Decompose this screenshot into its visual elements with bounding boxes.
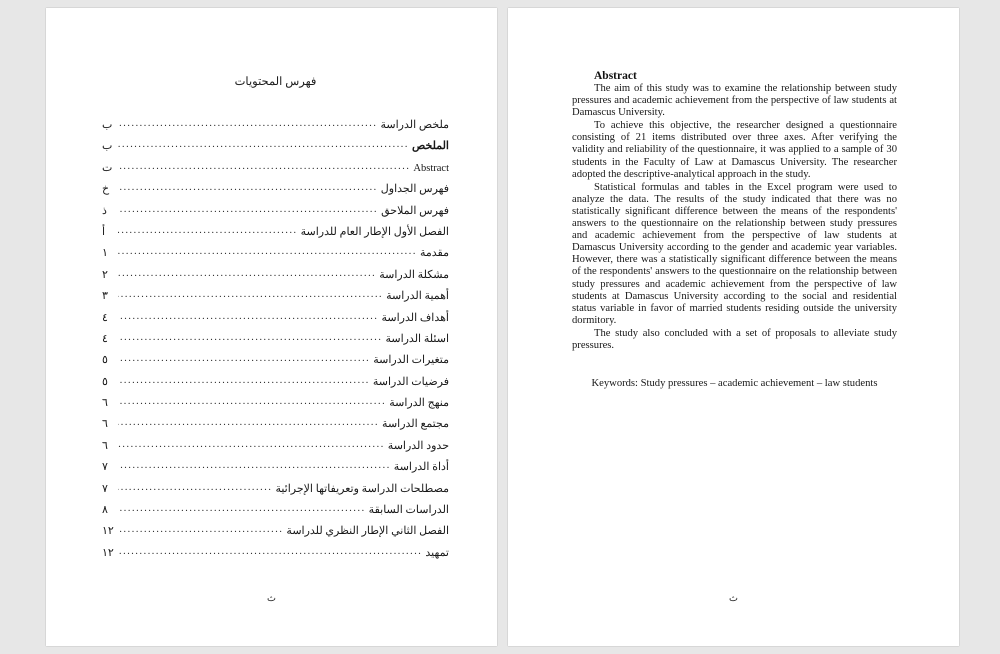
toc-entry[interactable] xyxy=(102,546,449,567)
toc-entry[interactable] xyxy=(102,524,449,545)
toc-entry-page-number: ٧ xyxy=(102,461,108,474)
abstract-keywords: Keywords: Study pressures – academic achievement – law students xyxy=(591,378,878,390)
toc-leader-dots xyxy=(118,353,370,364)
abstract-paragraph: The study also concluded with a set of proposals to alleviate study pressures. xyxy=(572,327,897,351)
abstract-paragraph: Statistical formulas and tables in the Excel program were used to analyze the data. The results of the study indicated that there was no statistically significant difference between the means of the respondents' answers to the questionnaire on the relationship between study pressures and academic achievement from the perspective of law students at Damascus University according to the gender and academic year variables. However, there was a statistically significant difference between the means of the respondents' answers to the questionnaire on the relationship between study pressures and academic achievement from the perspective of law students at Damascus University according to the social and residential status variable in favor of married students residing outside the university dormitory. xyxy=(572,181,897,326)
toc-entry-label: مقدمة xyxy=(419,247,449,260)
toc-leader-dots xyxy=(118,439,385,450)
toc-entry-label: أهمية الدراسة xyxy=(386,290,449,303)
toc-entry-page-number: ب xyxy=(102,119,113,131)
toc-entry-label: مصطلحات الدراسة وتعريفاتها الإجرائية xyxy=(275,482,449,495)
toc-container xyxy=(102,8,449,567)
abstract-paragraph: The aim of this study was to examine the relationship between study pressures and academic achievement from the perspective of law students at Damascus University. xyxy=(572,83,897,119)
toc-entry-label: الدراسات السابقة xyxy=(368,504,449,517)
toc-leader-dots xyxy=(118,118,377,129)
toc-entry-page-number: أ xyxy=(102,225,106,238)
abstract-paragraph: To achieve this objective, the researcher designed a questionnaire consisting of 21 items distributed over three axes. After verifying the validity and reliability of the questionnaire, it was applied to a sample of 30 students in the Faculty of Law at Damascus University. The researcher adopted the descriptive-analytical approach in the study. xyxy=(572,120,897,180)
toc-entry-page-number: ت xyxy=(102,161,113,174)
toc-leader-dots xyxy=(118,225,298,236)
toc-entry[interactable] xyxy=(102,332,449,353)
toc-entry[interactable] xyxy=(102,246,449,267)
toc-entry[interactable] xyxy=(102,439,449,460)
toc-entry-label: فهرس الجداول xyxy=(380,183,449,196)
toc-entry-label: متغيرات الدراسة xyxy=(373,354,449,367)
toc-entry-label: الملخص xyxy=(412,140,449,153)
toc-entry-page-number: ٦ xyxy=(102,418,108,431)
toc-leader-dots xyxy=(118,482,272,493)
toc-entry-label: فرضيات الدراسة xyxy=(372,375,449,388)
toc-leader-dots xyxy=(118,182,378,193)
toc-entry[interactable] xyxy=(102,225,449,246)
toc-leader-dots xyxy=(118,161,410,172)
toc-entry-page-number: ٣ xyxy=(102,290,108,303)
toc-entry[interactable] xyxy=(102,503,449,524)
toc-entry-label: مجتمع الدراسة xyxy=(382,418,449,431)
page-abstract xyxy=(508,8,959,646)
toc-entry-label: تمهيد xyxy=(425,546,449,559)
toc-entry[interactable] xyxy=(102,460,449,481)
page-number-left: ث xyxy=(267,594,276,604)
toc-entry-page-number: ٥ xyxy=(102,354,108,367)
toc-entry-label: أهداف الدراسة xyxy=(381,311,449,324)
toc-leader-dots xyxy=(118,503,366,514)
toc-entry[interactable] xyxy=(102,289,449,310)
abstract-heading: Abstract xyxy=(594,70,637,82)
toc-leader-dots xyxy=(118,460,391,471)
toc-entry-label: مشكلة الدراسة xyxy=(379,268,449,281)
toc-entry-label: حدود الدراسة xyxy=(387,439,449,452)
toc-leader-dots xyxy=(118,524,283,535)
toc-list xyxy=(102,118,449,567)
toc-entry-page-number: ٦ xyxy=(102,439,108,452)
toc-entry[interactable] xyxy=(102,482,449,503)
toc-entry-label: أداة الدراسة xyxy=(393,461,449,474)
toc-entry-label: منهج الدراسة xyxy=(389,397,449,410)
toc-entry-page-number: ١ xyxy=(102,247,108,260)
toc-entry-page-number: ٤ xyxy=(102,311,108,324)
toc-leader-dots xyxy=(118,546,422,557)
page-title: فهرس المحتويات xyxy=(234,76,317,88)
toc-entry-label: اسئلة الدراسة xyxy=(385,332,449,345)
toc-entry[interactable] xyxy=(102,268,449,289)
abstract-body xyxy=(572,83,897,352)
toc-leader-dots xyxy=(118,289,383,300)
toc-entry-label: الفصل الثاني الإطار النظري للدراسة xyxy=(286,525,449,538)
toc-entry-page-number: ١٢ xyxy=(102,546,114,559)
toc-entry[interactable] xyxy=(102,204,449,225)
toc-entry-page-number: ٦ xyxy=(102,397,108,410)
toc-entry-page-number: ب xyxy=(102,140,113,153)
toc-leader-dots xyxy=(118,268,376,279)
abstract-container xyxy=(572,70,897,390)
toc-entry-label: ملخص الدراسة xyxy=(380,119,449,131)
toc-entry-page-number: ٤ xyxy=(102,332,108,345)
toc-entry-page-number: ذ xyxy=(102,204,107,217)
toc-entry-page-number: ٨ xyxy=(102,504,108,517)
toc-entry[interactable] xyxy=(102,118,449,139)
toc-entry-label: الفصل الأول الإطار العام للدراسة xyxy=(300,225,449,238)
toc-leader-dots xyxy=(118,332,382,343)
toc-leader-dots xyxy=(118,246,417,257)
page-number-right: ث xyxy=(729,594,738,604)
toc-leader-dots xyxy=(118,139,409,150)
toc-entry[interactable] xyxy=(102,311,449,332)
toc-entry-label: فهرس الملاحق xyxy=(381,204,449,217)
toc-entry[interactable] xyxy=(102,139,449,160)
toc-entry[interactable] xyxy=(102,161,449,182)
page-table-of-contents xyxy=(46,8,497,646)
toc-entry-page-number: ٧ xyxy=(102,482,108,495)
toc-leader-dots xyxy=(118,311,378,322)
toc-leader-dots xyxy=(118,396,386,407)
toc-leader-dots xyxy=(118,204,378,215)
toc-entry-page-number: ٢ xyxy=(102,268,108,281)
toc-entry-label: Abstract xyxy=(413,162,449,174)
toc-entry-page-number: خ xyxy=(102,183,110,196)
toc-entry[interactable] xyxy=(102,353,449,374)
toc-entry[interactable] xyxy=(102,182,449,203)
toc-entry-page-number: ٥ xyxy=(102,375,108,388)
toc-leader-dots xyxy=(118,375,370,386)
toc-leader-dots xyxy=(118,417,379,428)
toc-entry[interactable] xyxy=(102,375,449,396)
toc-entry[interactable] xyxy=(102,396,449,417)
toc-entry-page-number: ١٢ xyxy=(102,525,114,538)
toc-entry[interactable] xyxy=(102,417,449,438)
